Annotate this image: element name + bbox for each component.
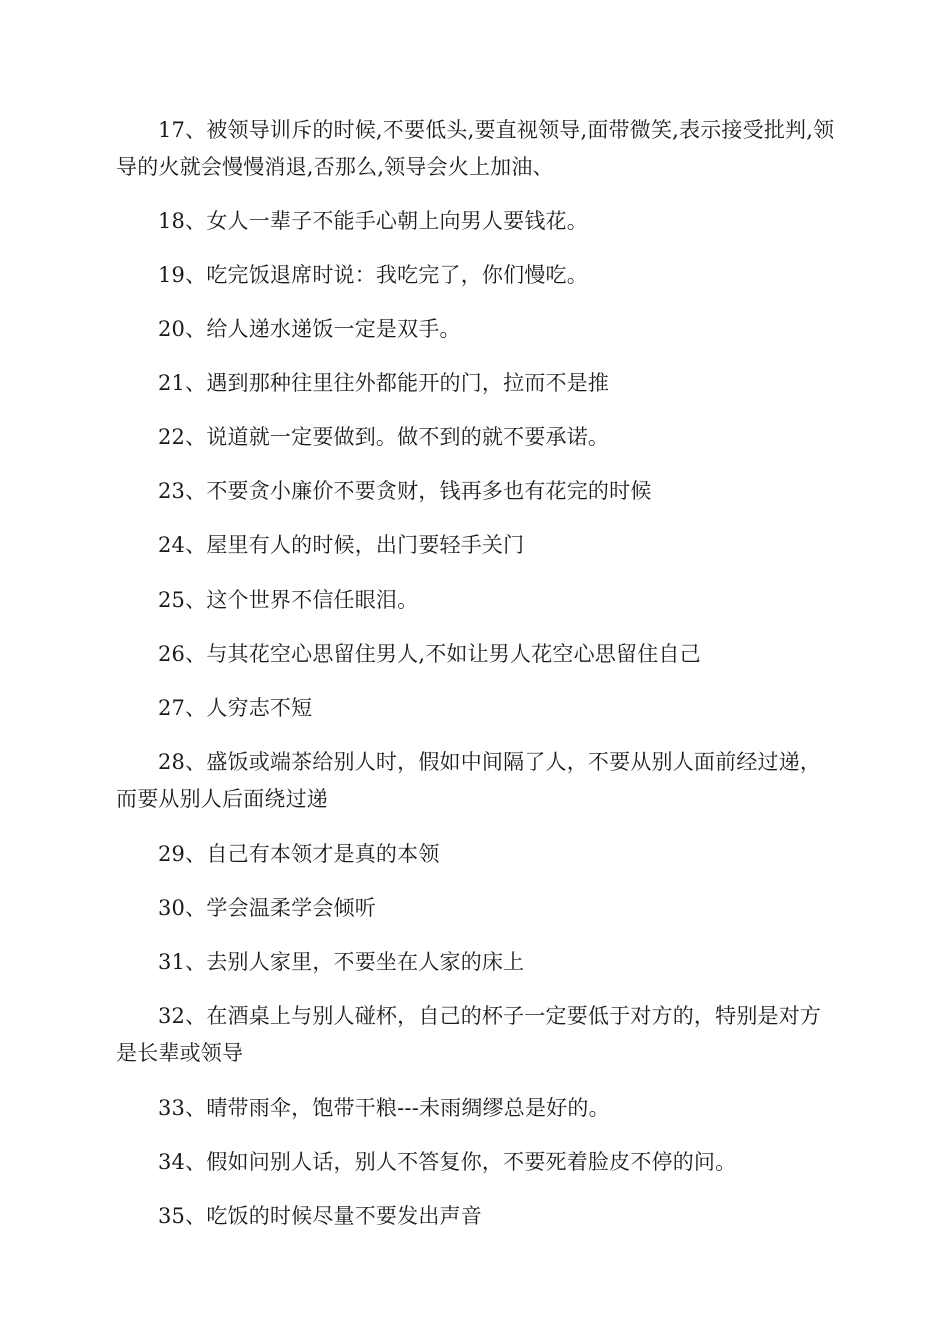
list-item: 17、被领导训斥的时候,不要低头,要直视领导,面带微笑,表示接受批判,领导的火就会慢慢消退,否那么,领导会火上加油、	[116, 118, 835, 179]
list-item: 29、自己有本领才是真的本领	[158, 842, 440, 866]
list-item: 24、屋里有人的时候，出门要轻手关门	[158, 533, 525, 557]
list-item: 33、晴带雨伞，饱带干粮---未雨绸缪总是好的。	[158, 1096, 610, 1120]
list-item: 18、女人一辈子不能手心朝上向男人要钱花。	[158, 209, 588, 233]
list-item: 21、遇到那种往里往外都能开的门，拉而不是推	[158, 371, 610, 395]
list-item: 34、假如问别人话，别人不答复你，不要死着脸皮不停的问。	[158, 1150, 737, 1174]
list-item: 30、学会温柔学会倾听	[158, 896, 376, 920]
list-item: 26、与其花空心思留住男人,不如让男人花空心思留住自己	[158, 642, 701, 666]
list-item: 23、不要贪小廉价不要贪财，钱再多也有花完的时候	[158, 479, 652, 503]
list-item: 22、说道就一定要做到。做不到的就不要承诺。	[158, 425, 610, 449]
list-item: 28、盛饭或端茶给别人时，假如中间隔了人，不要从别人面前经过递，而要从别人后面绕过递	[116, 750, 822, 811]
list-item: 32、在酒桌上与别人碰杯，自己的杯子一定要低于对方的，特别是对方是长辈或领导	[116, 1004, 822, 1065]
list-item: 25、这个世界不信任眼泪。	[158, 588, 419, 612]
list-item: 19、吃完饭退席时说：我吃完了，你们慢吃。	[158, 263, 588, 287]
list-item: 31、去别人家里，不要坐在人家的床上	[158, 950, 525, 974]
list-item: 35、吃饭的时候尽量不要发出声音	[158, 1204, 482, 1228]
list-item: 27、人穷志不短	[158, 696, 313, 720]
list-item: 20、给人递水递饭一定是双手。	[158, 317, 461, 341]
